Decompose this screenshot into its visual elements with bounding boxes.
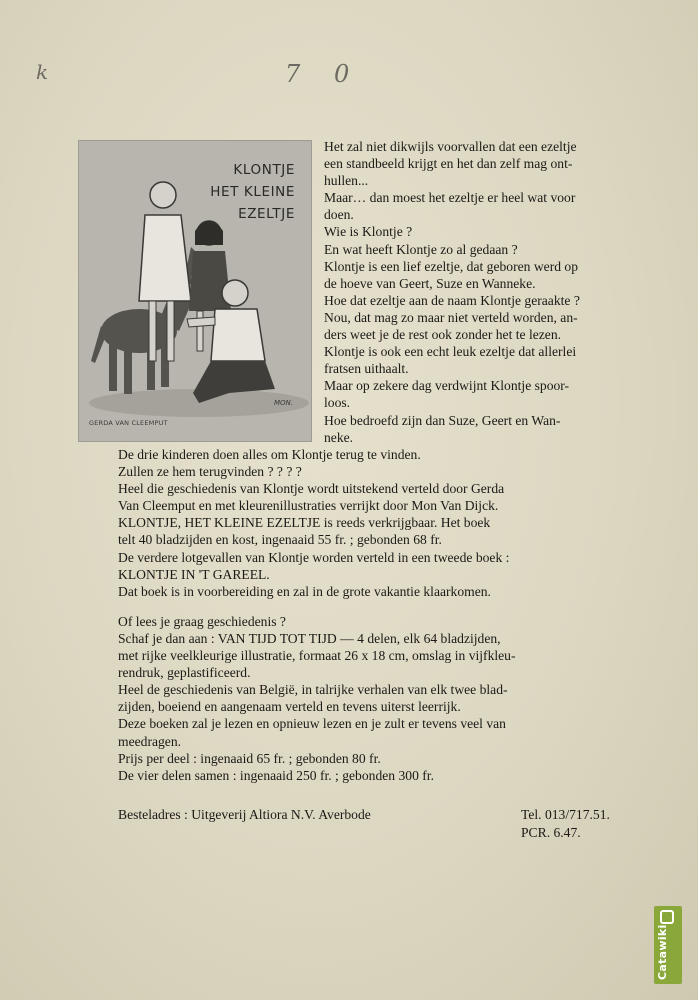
order-pcr: PCR. 6.47. xyxy=(521,825,581,840)
text-line: de hoeve van Geert, Suze en Wanneke. xyxy=(324,275,536,291)
text-line: Hoe dat ezeltje aan de naam Klontje geraakte ? xyxy=(324,292,580,308)
text-line: Deze boeken zal je lezen en opnieuw lezen en je zult er tevens veel van xyxy=(118,716,506,732)
text-line: De vier delen samen : ingenaaid 250 fr. ; gebonden 300 fr. xyxy=(118,767,434,783)
text-line: Schaf je dan aan : VAN TIJD TOT TIJD — 4 delen, elk 64 bladzijden, xyxy=(118,630,501,646)
text-line: Klontje is een lief ezeltje, dat geboren werd op xyxy=(324,258,579,274)
text-line: Maar… dan moest het ezeltje er heel wat voor xyxy=(324,190,576,206)
text-line: Hoe bedroefd zijn dan Suze, Geert en Wan- xyxy=(324,412,561,428)
catawiki-logo-icon xyxy=(660,910,674,924)
catawiki-logo-text: Catawiki xyxy=(656,924,669,980)
paragraph-gap xyxy=(118,600,516,613)
illustrator-signature: MON. xyxy=(273,399,293,407)
text-line: loos. xyxy=(324,395,351,411)
text-line: Dat boek is in voorbereiding en zal in de grote vakantie klaarkomen. xyxy=(118,583,491,599)
illustration-author-credit: GERDA VAN CLEEMPUT xyxy=(89,419,168,427)
text-line: Zullen ze hem terugvinden ? ? ? ? xyxy=(118,464,302,480)
text-line: een standbeeld krijgt en het dan zelf mag ont- xyxy=(324,156,573,172)
handwritten-mark-1: k xyxy=(36,60,49,84)
text-line: Heel de geschiedenis van België, in talrijke verhalen van elk twee blad- xyxy=(118,682,508,698)
order-address: Besteladres : Uitgeverij Altiora N.V. Averbode xyxy=(118,807,371,822)
text-line: doen. xyxy=(324,207,354,223)
text-line: Het zal niet dikwijls voorvallen dat een ezeltje xyxy=(324,139,577,154)
text-line: Heel die geschiedenis van Klontje wordt uitstekend verteld door Gerda xyxy=(118,481,505,497)
illustration-title: KLONTJE HET KLEINE EZELTJE xyxy=(210,162,295,222)
text-line: De drie kinderen doen alles om Klontje terug te vinden. xyxy=(118,447,421,462)
book-cover-illustration xyxy=(78,140,312,442)
catawiki-watermark-logo xyxy=(654,906,682,984)
handwritten-mark-2: 7 xyxy=(285,60,301,88)
text-line: neke. xyxy=(324,429,354,445)
text-line: hullen... xyxy=(324,173,369,189)
text-line: Van Cleemput en met kleurenillustraties verrijkt door Mon Van Dijck. xyxy=(118,498,499,514)
text-line: Prijs per deel : ingenaaid 65 fr. ; gebonden 80 fr. xyxy=(118,750,381,766)
intro-text-column xyxy=(324,138,580,446)
text-line: Maar op zekere dag verdwijnt Klontje spoor- xyxy=(324,378,570,394)
text-line: meedragen. xyxy=(118,733,182,749)
text-line: Wie is Klontje ? xyxy=(324,224,413,240)
text-line: rendruk, geplastificeerd. xyxy=(118,665,251,681)
order-telephone: Tel. 013/717.51. xyxy=(521,807,610,822)
story-text-block xyxy=(118,446,516,784)
text-line: Nou, dat mag zo maar niet verteld worden, an- xyxy=(324,309,578,325)
text-line: KLONTJE, HET KLEINE EZELTJE is reeds verkrijgbaar. Het boek xyxy=(118,515,491,531)
text-line: ders weet je de rest ook zonder het te lezen. xyxy=(324,327,562,343)
text-line: zijden, boeiend en aangenaam verteld en tevens uiterst leerrijk. xyxy=(118,699,461,715)
handwritten-mark-3: 0 xyxy=(334,60,350,88)
text-line: Of lees je graag geschiedenis ? xyxy=(118,613,286,629)
text-line: KLONTJE IN 'T GAREEL. xyxy=(118,566,270,582)
text-line: Klontje is ook een echt leuk ezeltje dat allerlei xyxy=(324,344,577,360)
text-line: De verdere lotgevallen van Klontje worden verteld in een tweede boek : xyxy=(118,549,510,565)
text-line: fratsen uithaalt. xyxy=(324,361,409,377)
text-line: En wat heeft Klontje zo al gedaan ? xyxy=(324,241,518,257)
text-line: met rijke veelkleurige illustratie, formaat 26 x 18 cm, omslag in vijfkleu- xyxy=(118,648,516,664)
text-line: telt 40 bladzijden en kost, ingenaaid 55 fr. ; gebonden 68 fr. xyxy=(118,532,442,548)
